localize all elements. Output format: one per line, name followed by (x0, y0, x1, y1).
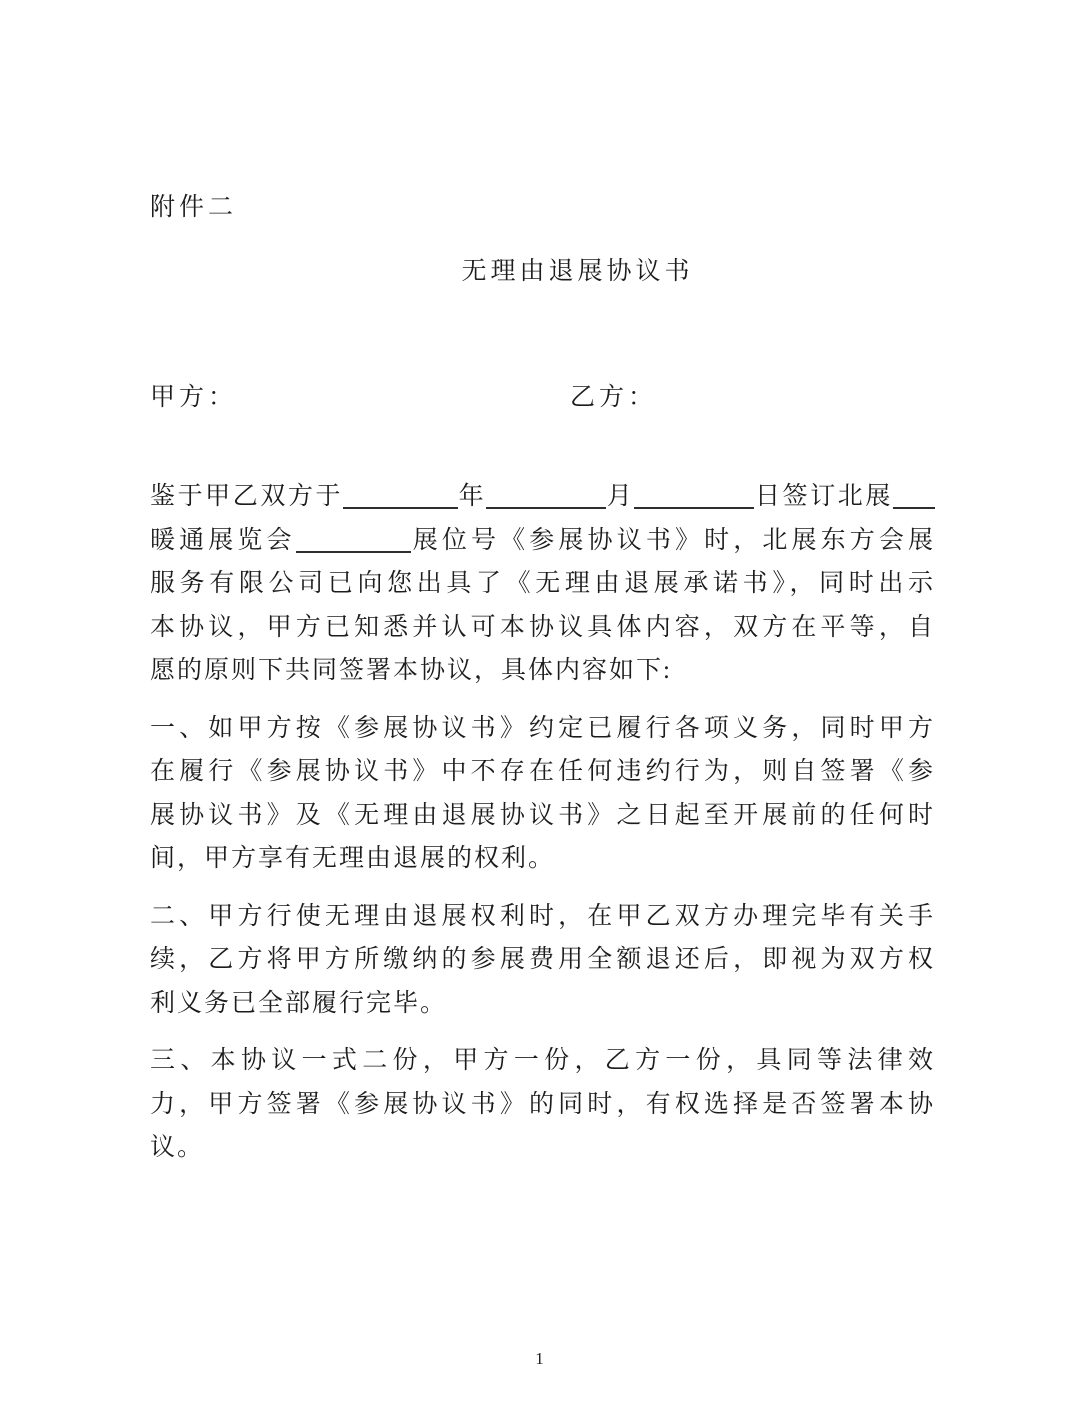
intro-line-5: 愿的原则下共同签署本协议，具体内容如下: (150, 657, 672, 684)
parties-row (150, 376, 935, 419)
text-run: 年 (458, 483, 487, 510)
document-body (150, 475, 935, 1170)
text-run: 日签订北展 (754, 483, 893, 510)
month-blank (486, 507, 606, 509)
intro-line-4: 本协议，甲方已知悉并认可本协议具体内容，双方在平等，自 (150, 613, 935, 641)
clause-3 (150, 1039, 935, 1170)
party-b-label: 乙方： (570, 384, 658, 411)
clause-1 (150, 707, 935, 881)
year-blank (343, 507, 458, 509)
clause-2-line-1: 二、甲方行使无理由退展权利时，在甲乙双方办理完毕有关手 (150, 902, 935, 930)
clause-1-line-1: 一、如甲方按《参展协议书》约定已履行各项义务，同时甲方 (150, 714, 935, 742)
exhibition-name-blank (893, 507, 935, 509)
clause-3-line-1: 三、本协议一式二份，甲方一份，乙方一份，具同等法律效 (150, 1047, 935, 1074)
page-number: 1 (535, 1349, 544, 1368)
clause-1-line-2: 在履行《参展协议书》中不存在任何违约行为，则自签署《参 (150, 758, 935, 785)
attachment-label: 附件二 (150, 194, 238, 221)
document-title: 无理由退展协议书 (461, 258, 694, 285)
clause-3-line-3: 议。 (150, 1134, 205, 1161)
clause-1-line-4: 间，甲方享有无理由退展的权利。 (150, 845, 556, 872)
intro-line-2 (150, 519, 935, 563)
booth-number-blank (296, 551, 411, 553)
text-run: 鉴于甲乙双方于 (150, 483, 344, 510)
clause-2 (150, 895, 935, 1026)
clause-2-line-2: 续，乙方将甲方所缴纳的参展费用全额退还后，即视为双方权 (150, 946, 935, 973)
intro-line-3: 服务有限公司已向您出具了《无理由退展承诺书》，同时出示 (150, 570, 935, 597)
intro-paragraph (150, 475, 935, 693)
party-a-label: 甲方： (150, 384, 238, 411)
text-run: 暖通展览会 (150, 526, 296, 554)
text-run: 展位号《参展协议书》时，北展东方会展 (410, 526, 935, 554)
clause-2-line-3: 利义务已全部履行完毕。 (150, 989, 448, 1017)
text-run: 月 (606, 483, 635, 510)
day-blank (634, 507, 754, 509)
intro-line-1 (150, 475, 935, 519)
clause-1-line-3: 展协议书》及《无理由退展协议书》之日起至开展前的任何时 (150, 801, 935, 829)
clause-3-line-2: 力，甲方签署《参展协议书》的同时，有权选择是否签署本协 (150, 1090, 935, 1118)
